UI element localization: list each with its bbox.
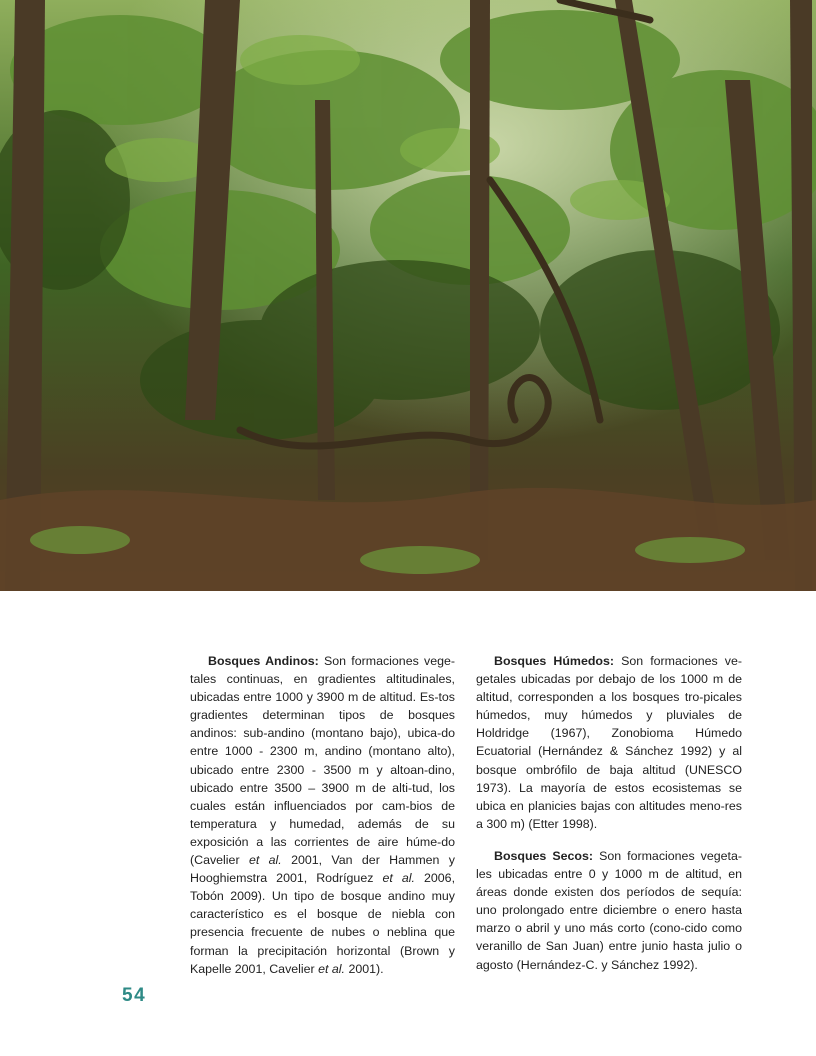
page-number: 54 — [122, 985, 147, 1006]
paragraph-bosques-humedos: Bosques Húmedos: Son formaciones ve-getales ubicadas por debajo de los 1000 m de altitud, corresponden a los bosques tro-picales húmedos, muy húmedos y pluviales de Holdridge (1967), Zonobioma Húmedo Ecuatorial (Hernández & Sánchez 1992) y al bosque ombrófilo de baja altitud (UNESCO 1973). La mayoría de estos ecosistemas se ubica en planicies bajas con altitudes meno-res a 300 m) (Etter 1998). — [476, 654, 743, 831]
left-column — [190, 652, 455, 992]
paragraph-bosques-secos: Bosques Secos: Son formaciones vegeta-les ubicadas entre 0 y 1000 m de altitud, en áreas donde existen dos períodos de sequía: uno prolongado entre diciembre o enero hasta marzo o abril y uno más corto (cono-cido como veranillo de San Juan) entre junio hasta julio o agosto (Hernández-C. y Sánchez 1992). — [476, 848, 743, 972]
paragraph-bosques-andinos: Bosques Andinos: Son formaciones vege-tales continuas, en gradientes altitudinales, ubicadas entre 1000 y 3900 m de altitud. Es-tos gradientes determinan tipos de bosques andinos: sub-andino (montano bajo), ubica-do entre 1000 - 2300 m, andino (montano alto), ubicado entre 2300 - 3500 m y altoan-dino, ubicado entre 3500 – 3900 m de alti-tud, los cuales están influenciados por cam-bios de temperatura y humedad, además de su exposición a las corrientes de aire húme-do (Cavelier et al. 2001, Van der Hammen y Hooghiemstra 2001, Rodríguez et al. 2006, Tobón 2009). Un tipo de bosque andino muy característico es el bosque de niebla con presencia frecuente de nubes o neblina que forman la precipitación horizontal (Brown y Kapelle 2001, Cavelier et al. 2001). — [190, 654, 456, 976]
heading-bosques-humedos: Bosques Húmedos: — [494, 654, 614, 668]
heading-bosques-andinos: Bosques Andinos: — [208, 654, 319, 668]
heading-bosques-secos: Bosques Secos: — [494, 848, 594, 863]
right-column — [476, 652, 742, 988]
